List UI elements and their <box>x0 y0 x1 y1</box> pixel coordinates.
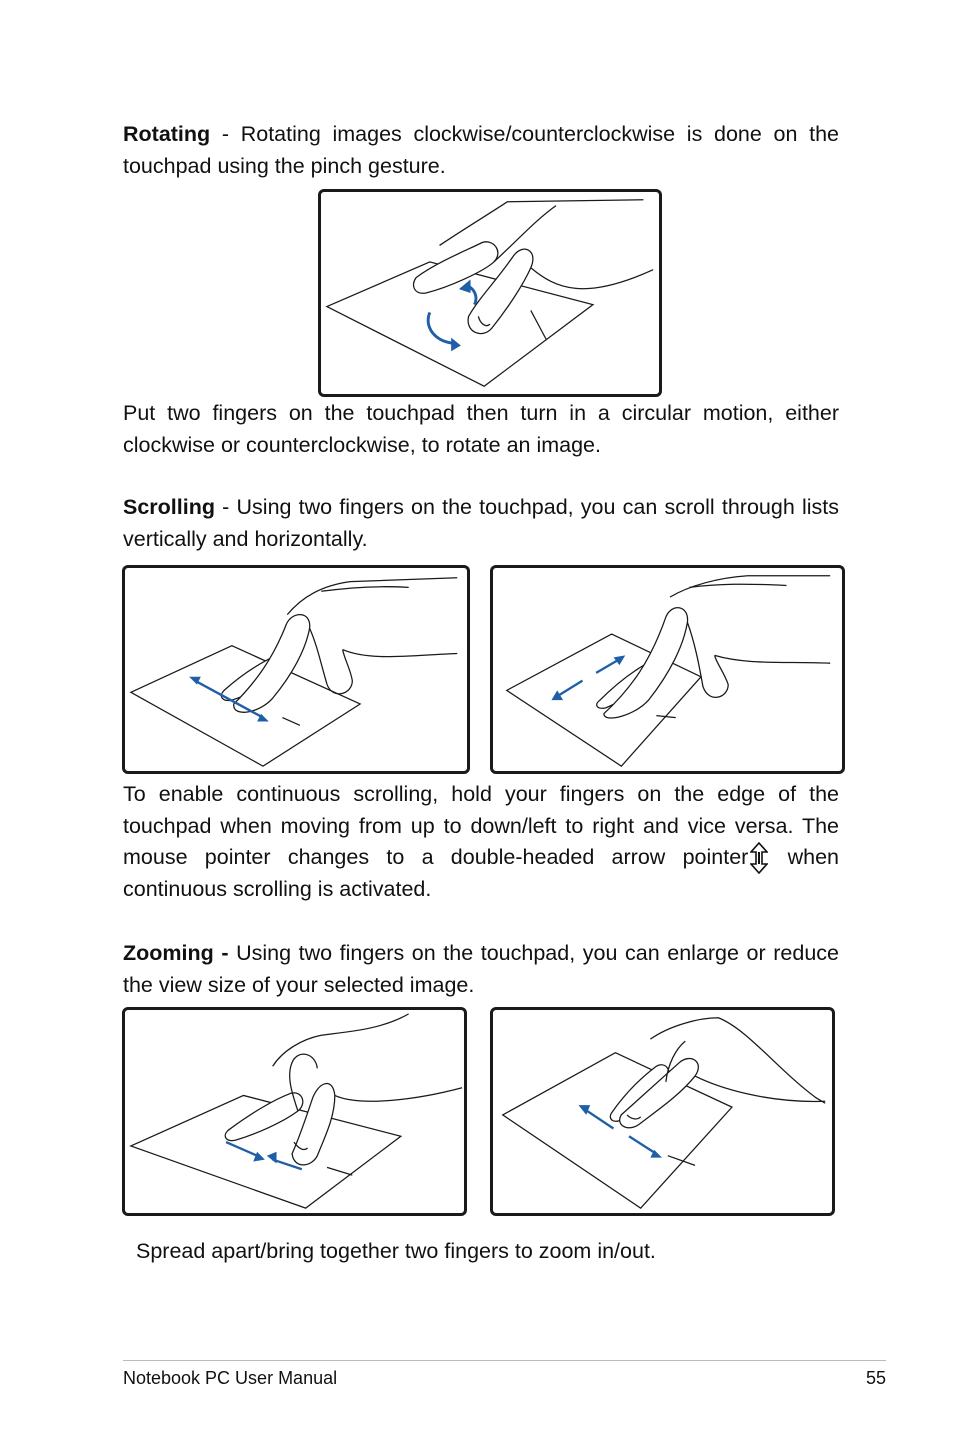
zoom-gesture-illustration-1 <box>125 1010 464 1213</box>
scrolling-heading: Scrolling <box>123 495 215 519</box>
rotating-heading: Rotating <box>123 122 211 146</box>
scrolling-intro-text: - Using two fingers on the touchpad, you can scroll through lists vertically and horizontally. <box>123 495 839 551</box>
scrolling-intro <box>123 492 839 555</box>
scroll-diagonal-illustration <box>122 565 470 774</box>
rotate-gesture-illustration <box>321 192 659 394</box>
double-headed-arrow-pointer-icon <box>750 842 768 874</box>
rotating-intro <box>123 119 839 182</box>
scroll-gesture-illustration-1 <box>125 568 467 771</box>
zooming-heading: Zooming - <box>123 941 229 965</box>
footer-title: Notebook PC User Manual <box>123 1368 338 1388</box>
rotating-illustration <box>318 189 662 397</box>
scroll-horizontal-illustration <box>490 565 845 774</box>
zooming-intro <box>123 938 839 1001</box>
scrolling-detail-text-b: when continuous scrolling is activated. <box>123 845 839 902</box>
rotating-detail: Put two fingers on the touchpad then turn in a circular motion, either clockwise or counterclockwise, to rotate an image. <box>123 401 839 457</box>
scrolling-detail <box>123 779 839 906</box>
zoom-in-illustration <box>122 1007 467 1216</box>
page-number: 55 <box>866 1368 887 1388</box>
zoom-out-illustration <box>490 1007 835 1216</box>
scroll-gesture-illustration-2 <box>493 568 842 771</box>
scrolling-detail-text-a: To enable continuous scrolling, hold your fingers on the edge of the touchpad when moving from up to down/left to right and vice versa. The mouse pointer changes to a double-headed arrow pointer <box>123 782 839 869</box>
zooming-intro-text: Using two fingers on the touchpad, you can enlarge or reduce the view size of your selected image. <box>123 941 839 997</box>
zoom-gesture-illustration-2 <box>493 1010 832 1213</box>
footer-rule <box>123 1360 886 1361</box>
zooming-caption: Spread apart/bring together two fingers to zoom in/out. <box>136 1239 656 1263</box>
rotating-intro-text: - Rotating images clockwise/counterclockwise is done on the touchpad using the pinch gesture. <box>123 122 839 178</box>
